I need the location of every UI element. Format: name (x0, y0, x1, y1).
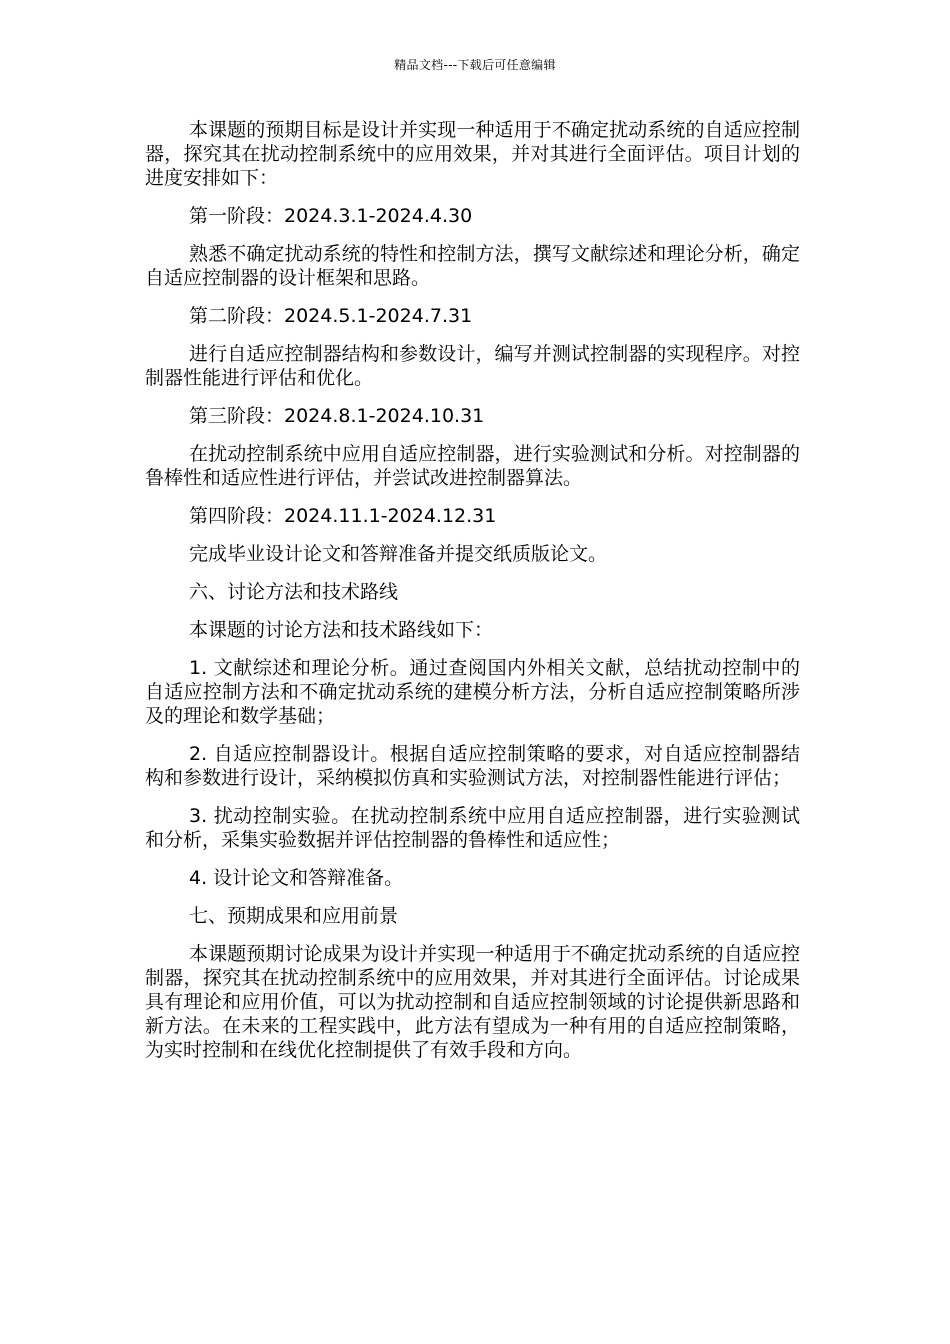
page-header: 精品文档---下载后可任意编辑 (394, 58, 556, 72)
section-6-heading: 六、讨论方法和技术路线 (189, 581, 399, 603)
method-item-4: 4. 设计论文和答辩准备。 (189, 867, 404, 889)
phase-3-heading: 第三阶段：2024.8.1-2024.10.31 (189, 405, 485, 427)
section-7-body: 本课题预期讨论成果为设计并实现一种适用于不确定扰动系统的自适应控制器，探究其在扰动控制系统中的应用效果，并对其进行全面评估。讨论成果具有理论和应用价值，可以为扰动控制和自适应控制领域的讨论提供新思路和新方法。在未来的工程实践中，此方法有望成为一种有用的自适应控制策略，为实时控制和在线优化控制提供了有效手段和方向。 (145, 943, 800, 1061)
document-body (145, 118, 800, 1076)
phase-3-description: 在扰动控制系统中应用自适应控制器，进行实验测试和分析。对控制器的鲁棒性和适应性进行评估，并尝试改进控制器算法。 (145, 443, 800, 489)
section-7-heading: 七、预期成果和应用前景 (189, 905, 399, 927)
phase-1-heading: 第一阶段：2024.3.1-2024.4.30 (189, 205, 473, 227)
method-item-2: 2. 自适应控制器设计。根据自适应控制策略的要求，对自适应控制器结构和参数进行设计，采纳模拟仿真和实验测试方法，对控制器性能进行评估； (145, 743, 800, 789)
goal-paragraph: 本课题的预期目标是设计并实现一种适用于不确定扰动系统的自适应控制器，探究其在扰动控制系统中的应用效果，并对其进行全面评估。项目计划的进度安排如下： (145, 119, 800, 189)
phase-4-heading: 第四阶段：2024.11.1-2024.12.31 (189, 505, 497, 527)
section-6-intro: 本课题的讨论方法和技术路线如下： (189, 619, 494, 641)
phase-2-description: 进行自适应控制器结构和参数设计，编写并测试控制器的实现程序。对控制器性能进行评估和优化。 (145, 343, 800, 389)
method-item-1: 1. 文献综述和理论分析。通过查阅国内外相关文献，总结扰动控制中的自适应控制方法和不确定扰动系统的建模分析方法，分析自适应控制策略所涉及的理论和数学基础； (145, 657, 800, 727)
phase-4-description: 完成毕业设计论文和答辩准备并提交纸质版论文。 (189, 543, 608, 565)
phase-1-description: 熟悉不确定扰动系统的特性和控制方法，撰写文献综述和理论分析，确定自适应控制器的设计框架和思路。 (145, 243, 800, 289)
phase-2-heading: 第二阶段：2024.5.1-2024.7.31 (189, 305, 473, 327)
method-item-3: 3. 扰动控制实验。在扰动控制系统中应用自适应控制器，进行实验测试和分析，采集实验数据并评估控制器的鲁棒性和适应性； (145, 805, 800, 851)
